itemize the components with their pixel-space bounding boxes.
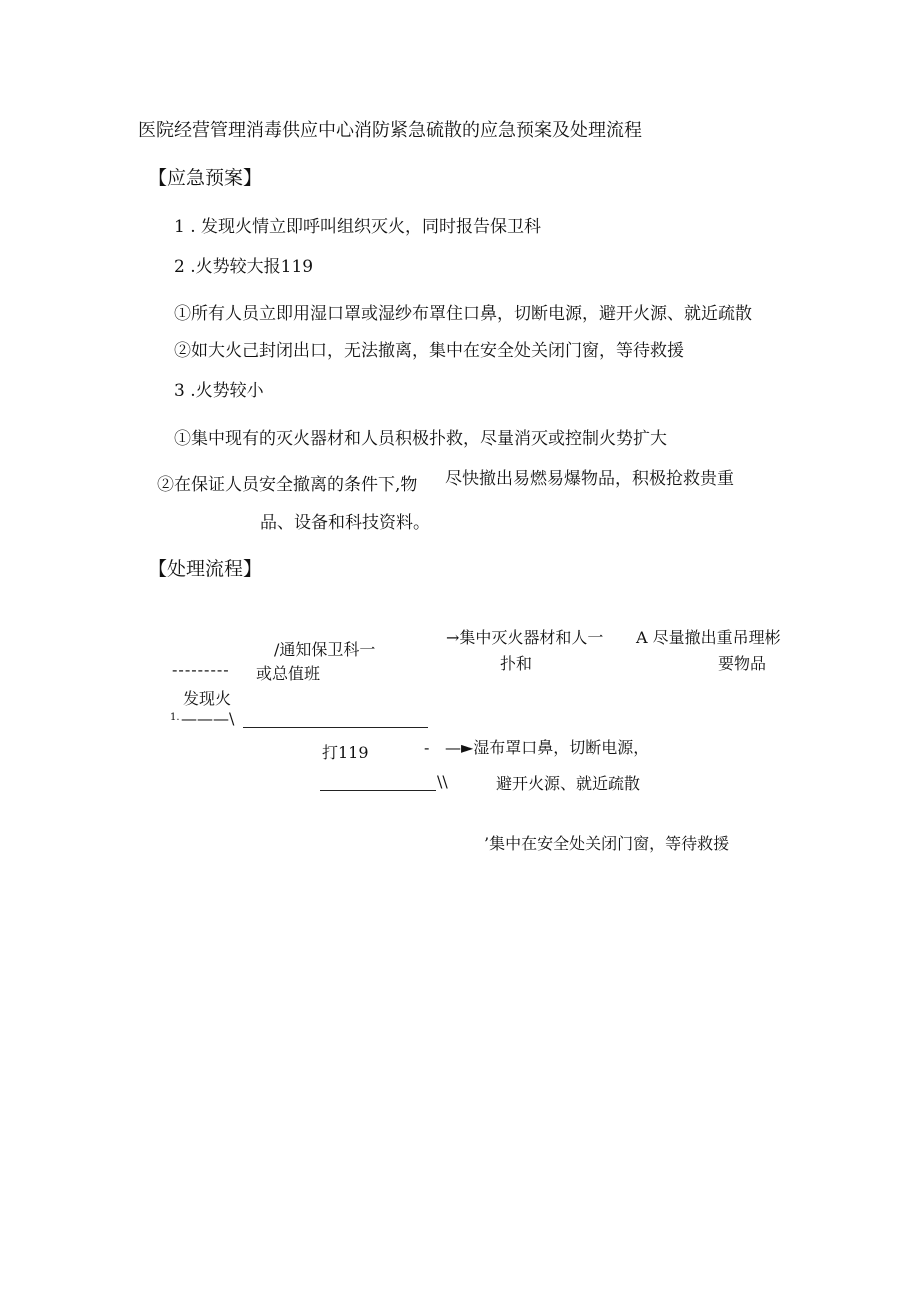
plan-item-3-sub-2: ②在保证人员安全撤离的条件下,物 [157, 475, 418, 495]
flow-branch-line-lower [320, 790, 436, 791]
plan-item-3-sub-1: ①集中现有的灭火器材和人员积极扑救，尽量消灭或控制火势扩大 [174, 429, 667, 449]
flow-start-line: ———\ [181, 709, 235, 728]
flow-middle-branch: —►湿布罩口鼻，切断电源， [445, 738, 650, 757]
flow-duty-office: 或总值班 [256, 664, 321, 683]
plan-heading: 【应急预案】 [148, 167, 263, 189]
document-title: 医院经营管理消毒供应中心消防紧急硫散的应急预案及处理流程 [138, 120, 642, 141]
flow-start-marker: 1. [170, 712, 180, 723]
flow-split-mark: \\ [437, 772, 448, 791]
flow-call-119: 打119 [322, 743, 369, 762]
flow-bottom-branch: ’集中在安全处关闭门窗，等待救援 [484, 834, 730, 853]
flow-middle-branch-cont: 避开火源、就近疏散 [496, 774, 641, 793]
plan-item-2: 2 .火势较大报119 [174, 257, 314, 277]
flow-call-dash: - [424, 738, 430, 757]
plan-item-3-sub-2-end: 品、设备和科技资料。 [260, 513, 430, 533]
flow-notify-security: /通知保卫科一 [274, 640, 376, 659]
flow-top-right-cont: 要物品 [718, 654, 767, 673]
plan-item-3-sub-2-cont: 尽快撤出易燃易爆物品，积极抢救贵重 [445, 469, 734, 489]
flow-top-branch: →集中灭火器材和人一 [446, 628, 604, 647]
flow-branch-line-upper [243, 727, 428, 728]
flow-top-branch-cont: 扑和 [500, 654, 533, 673]
plan-item-2-sub-2: ②如大火己封闭出口，无法撤离，集中在安全处关闭门窗，等待救援 [174, 341, 684, 361]
plan-item-2-sub-1: ①所有人员立即用湿口罩或湿纱布罩住口鼻，切断电源，避开火源、就近疏散 [174, 304, 752, 324]
process-heading: 【处理流程】 [148, 558, 263, 580]
plan-item-1: 1 . 发现火情立即呼叫组织灭火，同时报告保卫科 [174, 217, 542, 237]
plan-item-3: 3 .火势较小 [174, 381, 264, 401]
flow-dashes: --------- [172, 660, 230, 679]
flow-discover-fire: 发现火 [183, 689, 232, 708]
flow-top-right: A 尽量撤出重吊理彬 [636, 628, 781, 647]
